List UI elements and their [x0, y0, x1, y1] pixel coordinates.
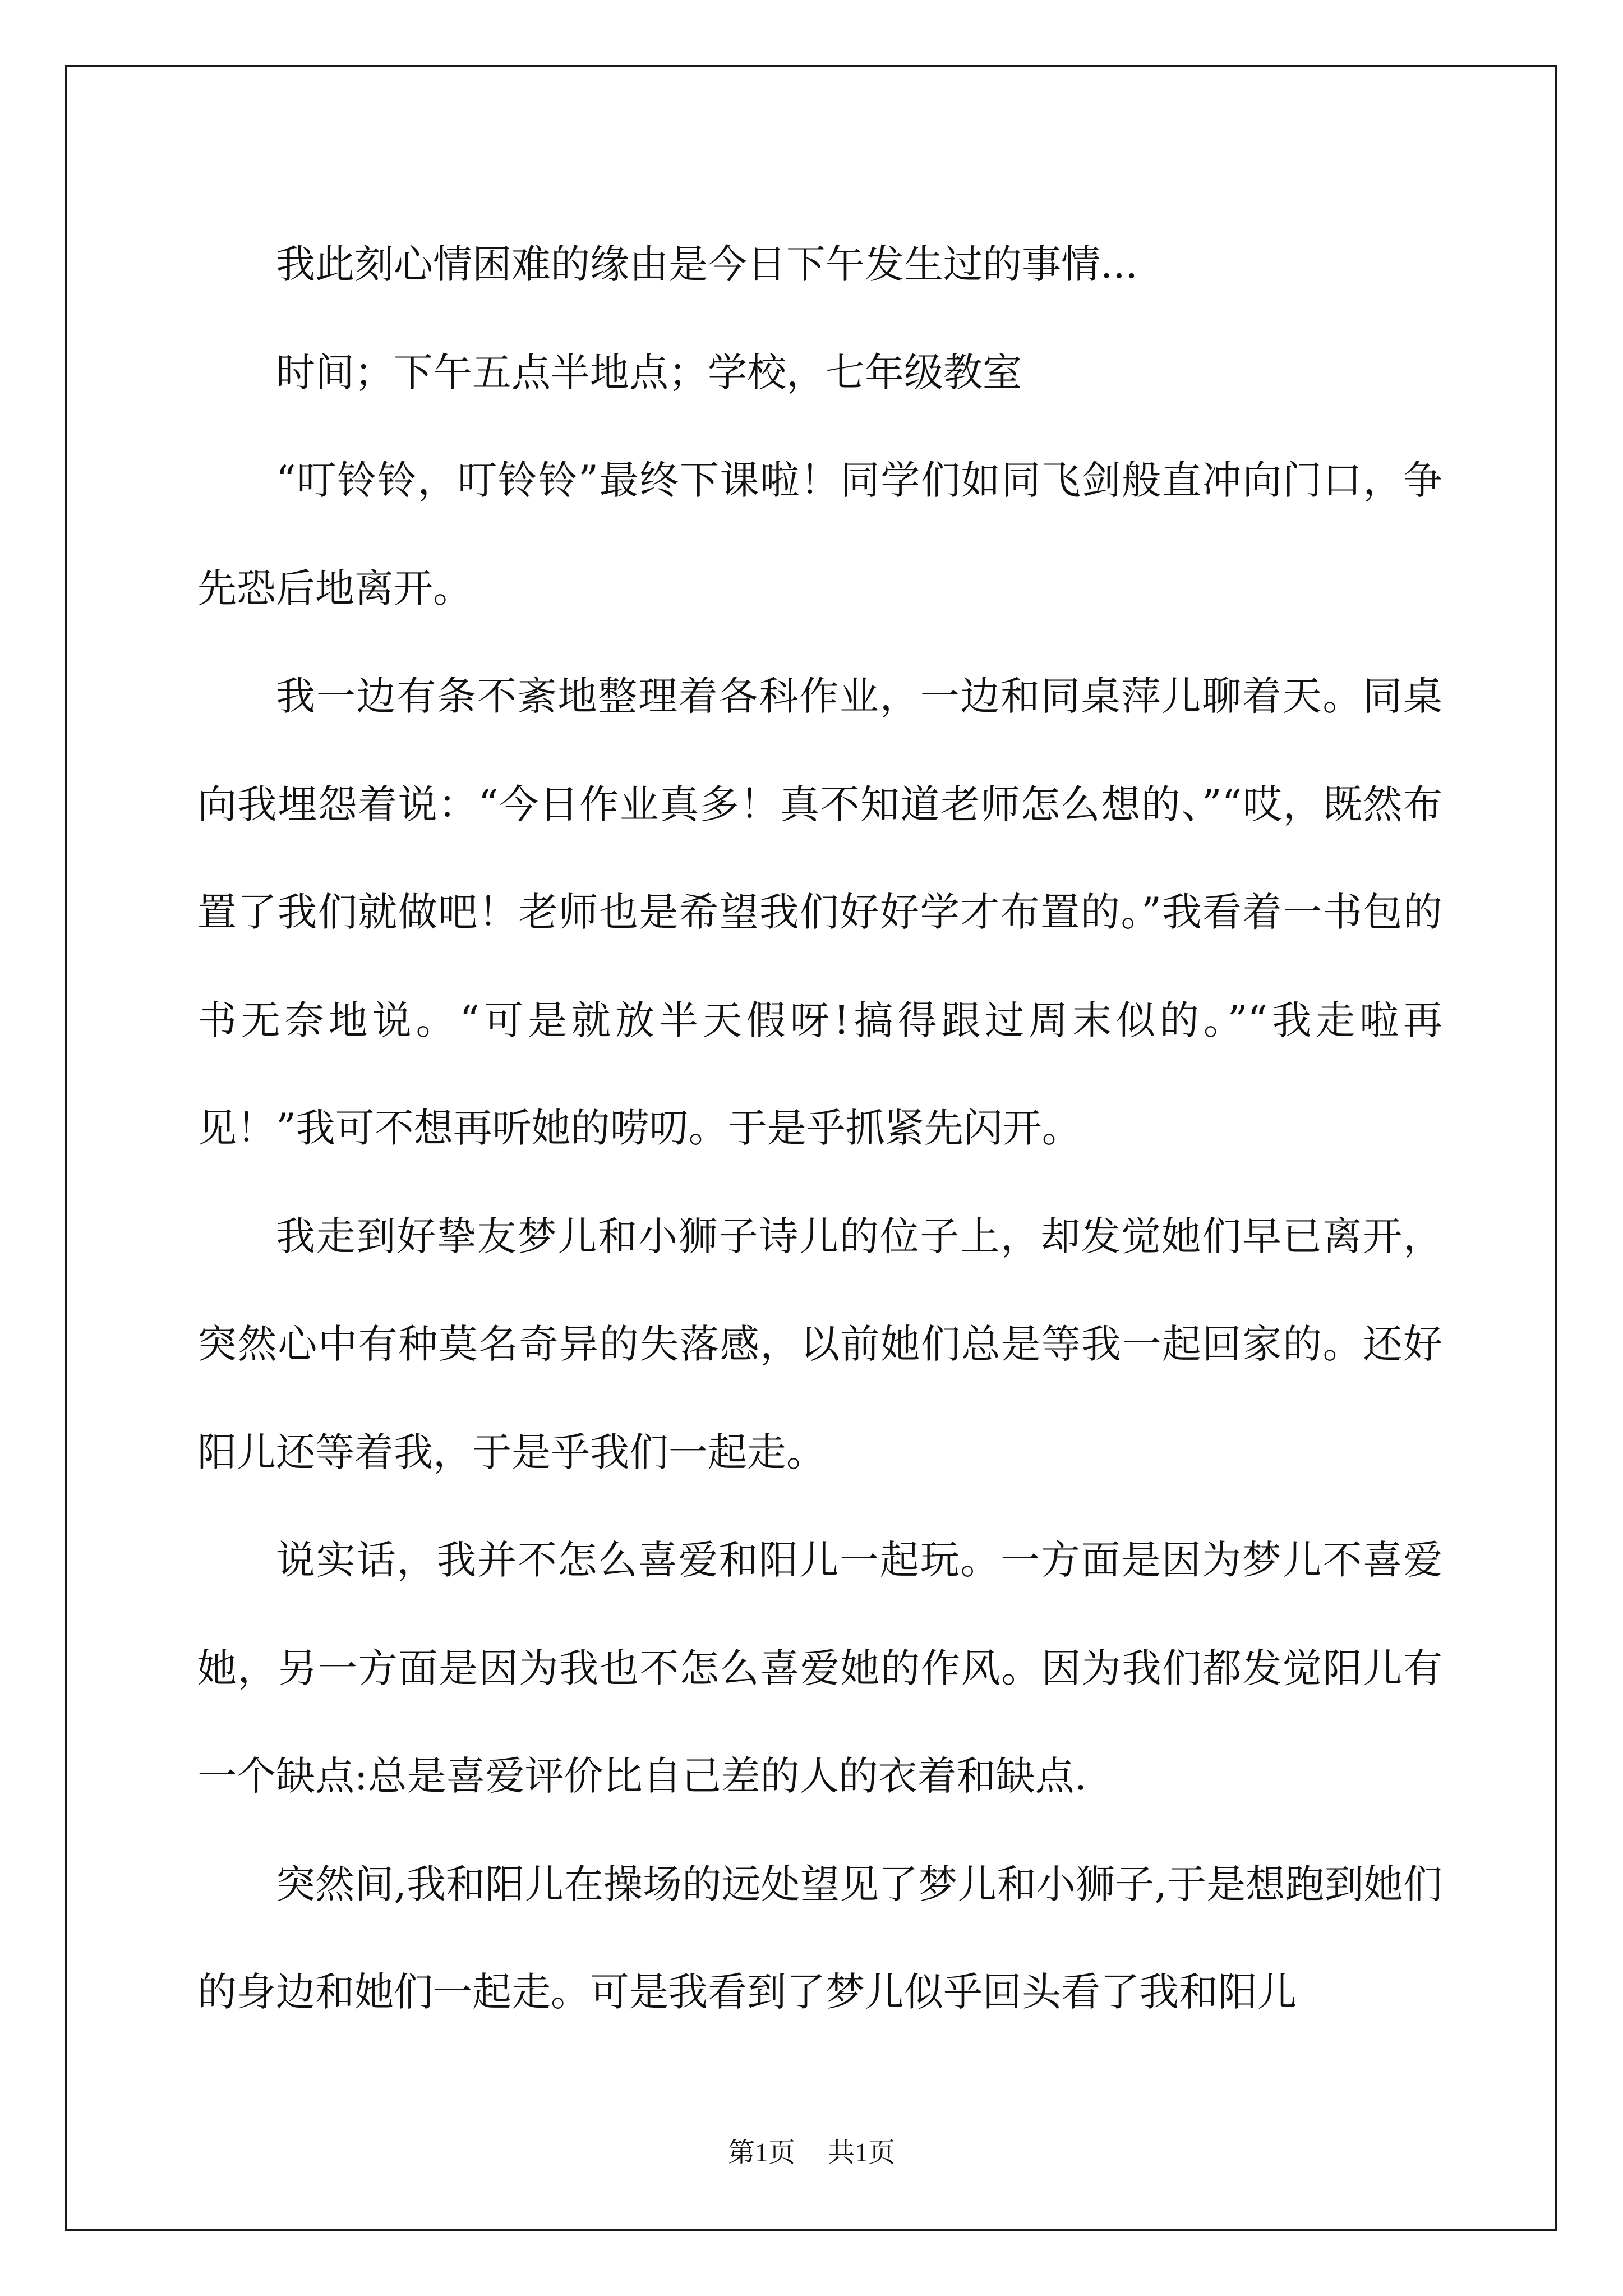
paragraph-1: 我此刻心情困难的缘由是今日下午发生过的事情... — [276, 241, 1138, 287]
paragraph-3: “叮铃铃，叮铃铃”最终下课啦！同学们如同飞剑般直冲向门口，争先恐后地离开。 — [197, 457, 1442, 611]
paragraph-2: 时间；下午五点半地点；学校，七年级教室 — [276, 349, 1022, 395]
page-footer — [0, 2136, 1623, 2170]
page-number: 第1页 — [727, 2138, 795, 2168]
page-total: 共1页 — [828, 2138, 896, 2168]
paragraph-4: 我一边有条不紊地整理着各科作业，一边和同桌萍儿聊着天。同桌向我埋怨着说：“今日作业真多！真不知道老师怎么想的、”“哎，既然布置了我们就做吧！老师也是希望我们好好学才布置的。”我看着一书包的书无奈地说。“可是就放半天假呀!搞得跟过周末似的。”“我走啦再见！”我可不想再听她的唠叨。于是乎抓紧先闪开。 — [197, 673, 1442, 1151]
paragraph-5: 我走到好挚友梦儿和小狮子诗儿的位子上，却发觉她们早已离开，突然心中有种莫名奇异的失落感，以前她们总是等我一起回家的。还好阳儿还等着我，于是乎我们一起走。 — [197, 1213, 1442, 1475]
paragraph-7: 突然间,我和阳儿在操场的远处望见了梦儿和小狮子,于是想跑到她们的身边和她们一起走。可是我看到了梦儿似乎回头看了我和阳儿 — [197, 1861, 1443, 2015]
document-body — [197, 210, 1442, 2046]
paragraph-6: 说实话，我并不怎么喜爱和阳儿一起玩。一方面是因为梦儿不喜爱她，另一方面是因为我也不怎么喜爱她的作风。因为我们都发觉阳儿有一个缺点:总是喜爱评价比自己差的人的衣着和缺点. — [197, 1537, 1442, 1799]
